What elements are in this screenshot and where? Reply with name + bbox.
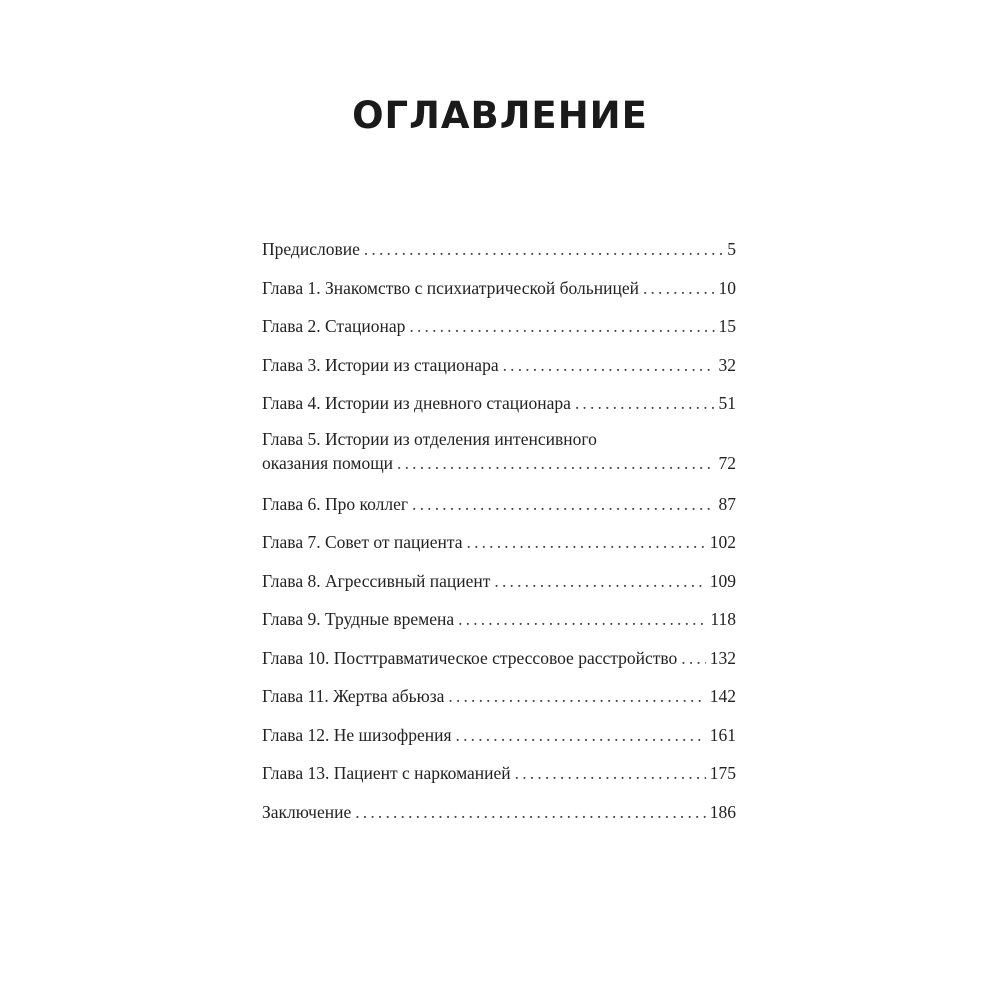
toc-entry-page: 87 [718,493,736,514]
dot-leader [681,643,705,673]
dot-leader [467,527,706,557]
toc-entry [262,427,736,489]
toc-entry-title: Глава 2. Стационар [262,316,406,336]
dot-leader [355,797,706,827]
toc-entry-title: Глава 12. Не шизофрения [262,724,452,745]
dot-leader [643,273,715,303]
dot-leader [397,451,714,475]
toc-entry-title: Глава 9. Трудные времена [262,609,455,629]
toc-entry-page: 132 [709,647,736,668]
toc-entry [262,350,736,389]
toc-entry-page: 102 [709,532,736,552]
toc-entry-title: Глава 8. Агрессивный пациент [262,570,491,591]
toc-entry-title: Глава 10. Посттравматическое стрессовое расстройство [262,647,678,668]
page-title: ОГЛАВЛЕНИЕ [352,94,648,137]
toc-entry-page: 10 [718,277,736,298]
dot-leader [575,388,715,418]
table-of-contents [262,234,736,835]
toc-entry-page: 118 [710,609,736,629]
toc-entry [262,388,736,427]
toc-entry [262,311,736,350]
toc-entry-title: Глава 1. Знакомство с психиатрической больницей [262,277,639,298]
toc-entry-second-line [262,451,736,475]
toc-entry [262,527,736,566]
toc-entry [262,604,736,643]
toc-entry [262,643,736,682]
toc-entry [262,720,736,759]
toc-entry-title: Предисловие [262,239,360,259]
toc-entry-page: 175 [709,763,736,783]
toc-entry-title: Глава 13. Пациент с наркоманией [262,763,511,783]
toc-entry [262,681,736,720]
toc-entry-page: 142 [709,686,736,706]
toc-entry-page: 109 [709,570,736,591]
toc-entry-page: 161 [709,724,736,745]
dot-leader [409,311,714,341]
toc-entry-title: Глава 6. Про коллег [262,493,409,514]
toc-entry-title: Глава 3. Истории из стационара [262,354,499,375]
toc-entry [262,566,736,605]
toc-entry-title-line1: Глава 5. Истории из отделения интенсивного [262,428,597,449]
toc-entry-title-line2: оказания помощи [262,452,394,473]
toc-entry [262,758,736,797]
toc-entry-title: Глава 7. Совет от пациента [262,532,463,552]
dot-leader [456,720,706,750]
dot-leader [503,350,715,380]
dot-leader [412,489,714,519]
dot-leader [364,234,723,264]
dot-leader [458,604,706,634]
toc-entry-page: 51 [718,393,736,413]
toc-entry [262,489,736,528]
toc-entry [262,234,736,273]
toc-entry-title: Глава 4. Истории из дневного стационара [262,393,571,413]
dot-leader [494,566,705,596]
toc-entry-title: Заключение [262,801,352,822]
toc-entry-page: 15 [718,316,736,336]
dot-leader [448,681,705,711]
toc-entry [262,273,736,312]
toc-entry-page: 32 [718,354,736,375]
toc-entry-page: 186 [709,801,736,822]
toc-entry [262,797,736,836]
dot-leader [515,758,706,788]
toc-entry-page: 5 [727,239,736,259]
toc-entry-page: 72 [718,452,736,473]
toc-entry-title: Глава 11. Жертва абьюза [262,686,445,706]
